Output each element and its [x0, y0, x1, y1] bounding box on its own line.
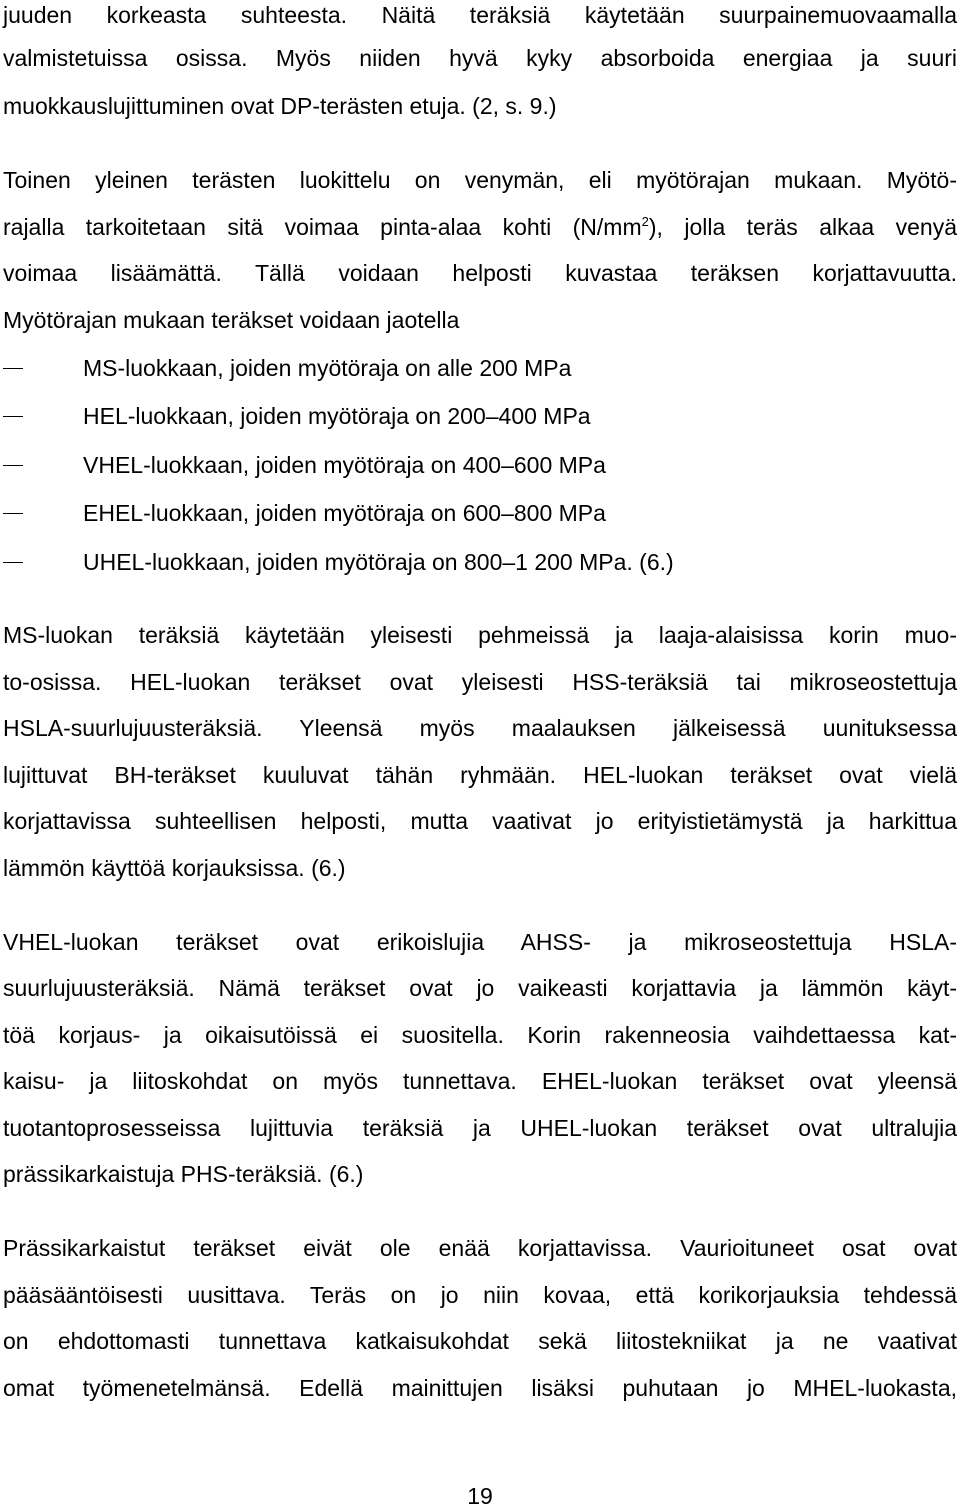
list-item-text: MS-luokkaan, joiden myötöraja on alle 200 MPa [83, 355, 572, 381]
list-item-uhel [3, 547, 953, 577]
list-item-text: UHEL-luokkaan, joiden myötöraja on 800–1 200 MPa. (6.) [83, 549, 674, 575]
list-item-text: EHEL-luokkaan, joiden myötöraja on 600–800 MPa [83, 500, 606, 526]
paragraph-2-line-2-start: rajalla tarkoitetaan sitä voimaa pinta-alaa kohti (N/mm [3, 214, 642, 240]
paragraph-3-line-5: korjattavissa suhteellisen helposti, mutta vaativat jo erityistietämystä ja harkittua [3, 808, 957, 834]
list-item-ehel [3, 498, 953, 528]
paragraph-1-line-2: valmistetuissa osissa. Myös niiden hyvä kyky absorboida energiaa ja suuri [3, 45, 957, 71]
paragraph-4-line-1: VHEL-luokan teräkset ovat erikoislujia AHSS- ja mikroseostettuja HSLA- [3, 929, 957, 955]
list-item-hel [3, 401, 953, 431]
paragraph-3-line-3: HSLA-suurlujuusteräksiä. Yleensä myös maalauksen jälkeisessä uunituksessa [3, 715, 957, 741]
paragraph-3-line-4: lujittuvat BH-teräkset kuuluvat tähän ryhmään. HEL-luokan teräkset ovat vielä [3, 762, 957, 788]
paragraph-1-line-1: juuden korkeasta suhteesta. Näitä teräksiä käytetään suurpainemuovaamalla [3, 2, 957, 28]
paragraph-4-line-3: töä korjaus- ja oikaisutöissä ei suositella. Korin rakenneosia vaihdettaessa kat- [3, 1022, 957, 1048]
paragraph-5-line-3: on ehdottomasti tunnettava katkaisukohdat sekä liitostekniikat ja ne vaativat [3, 1328, 957, 1354]
paragraph-2-line-2-end: ), jolla teräs alkaa venyä [648, 214, 958, 240]
paragraph-4-line-4: kaisu- ja liitoskohdat on myös tunnettava. EHEL-luokan teräkset ovat yleensä [3, 1068, 957, 1094]
paragraph-2-line-1: Toinen yleinen terästen luokittelu on venymän, eli myötörajan mukaan. Myötö- [3, 167, 957, 193]
paragraph-3-line-1: MS-luokan teräksiä käytetään yleisesti pehmeissä ja laaja-alaisissa korin muo- [3, 622, 957, 648]
dash-bullet-icon [3, 562, 23, 563]
paragraph-4-line-6: prässikarkaistuja PHS-teräksiä. (6.) [3, 1161, 364, 1187]
paragraph-5-line-4: omat työmenetelmänsä. Edellä mainittujen lisäksi puhutaan jo MHEL-luokasta, [3, 1375, 957, 1401]
paragraph-2-line-4: Myötörajan mukaan teräkset voidaan jaotella [3, 307, 460, 333]
paragraph-1-line-3: muokkauslujittuminen ovat DP-terästen etuja. (2, s. 9.) [3, 93, 557, 119]
dash-bullet-icon [3, 465, 23, 466]
dash-bullet-icon [3, 368, 23, 369]
list-item-text: VHEL-luokkaan, joiden myötöraja on 400–600 MPa [83, 452, 606, 478]
list-item-vhel [3, 450, 953, 480]
superscript-2: 2 [641, 214, 649, 229]
paragraph-2-line-3: voimaa lisäämättä. Tällä voidaan helposti kuvastaa teräksen korjattavuutta. [3, 260, 957, 286]
paragraph-3-line-2: to-osissa. HEL-luokan teräkset ovat yleisesti HSS-teräksiä tai mikroseostettuja [3, 669, 957, 695]
dash-bullet-icon [3, 416, 23, 417]
paragraph-3-line-6: lämmön käyttöä korjauksissa. (6.) [3, 855, 346, 881]
list-item-ms [3, 353, 953, 383]
paragraph-5-line-2: pääsääntöisesti uusittava. Teräs on jo niin kovaa, että korikorjauksia tehdessä [3, 1282, 957, 1308]
page-number: 19 [467, 1483, 493, 1509]
paragraph-4-line-2: suurlujuusteräksiä. Nämä teräkset ovat jo vaikeasti korjattavia ja lämmön käyt- [3, 975, 957, 1001]
paragraph-2-line-2 [3, 212, 957, 242]
paragraph-4-line-5: tuotantoprosesseissa lujittuvia teräksiä ja UHEL-luokan teräkset ovat ultralujia [3, 1115, 957, 1141]
paragraph-5-line-1: Prässikarkaistut teräkset eivät ole enää korjattavissa. Vaurioituneet osat ovat [3, 1235, 957, 1261]
list-item-text: HEL-luokkaan, joiden myötöraja on 200–400 MPa [83, 403, 591, 429]
dash-bullet-icon [3, 513, 23, 514]
